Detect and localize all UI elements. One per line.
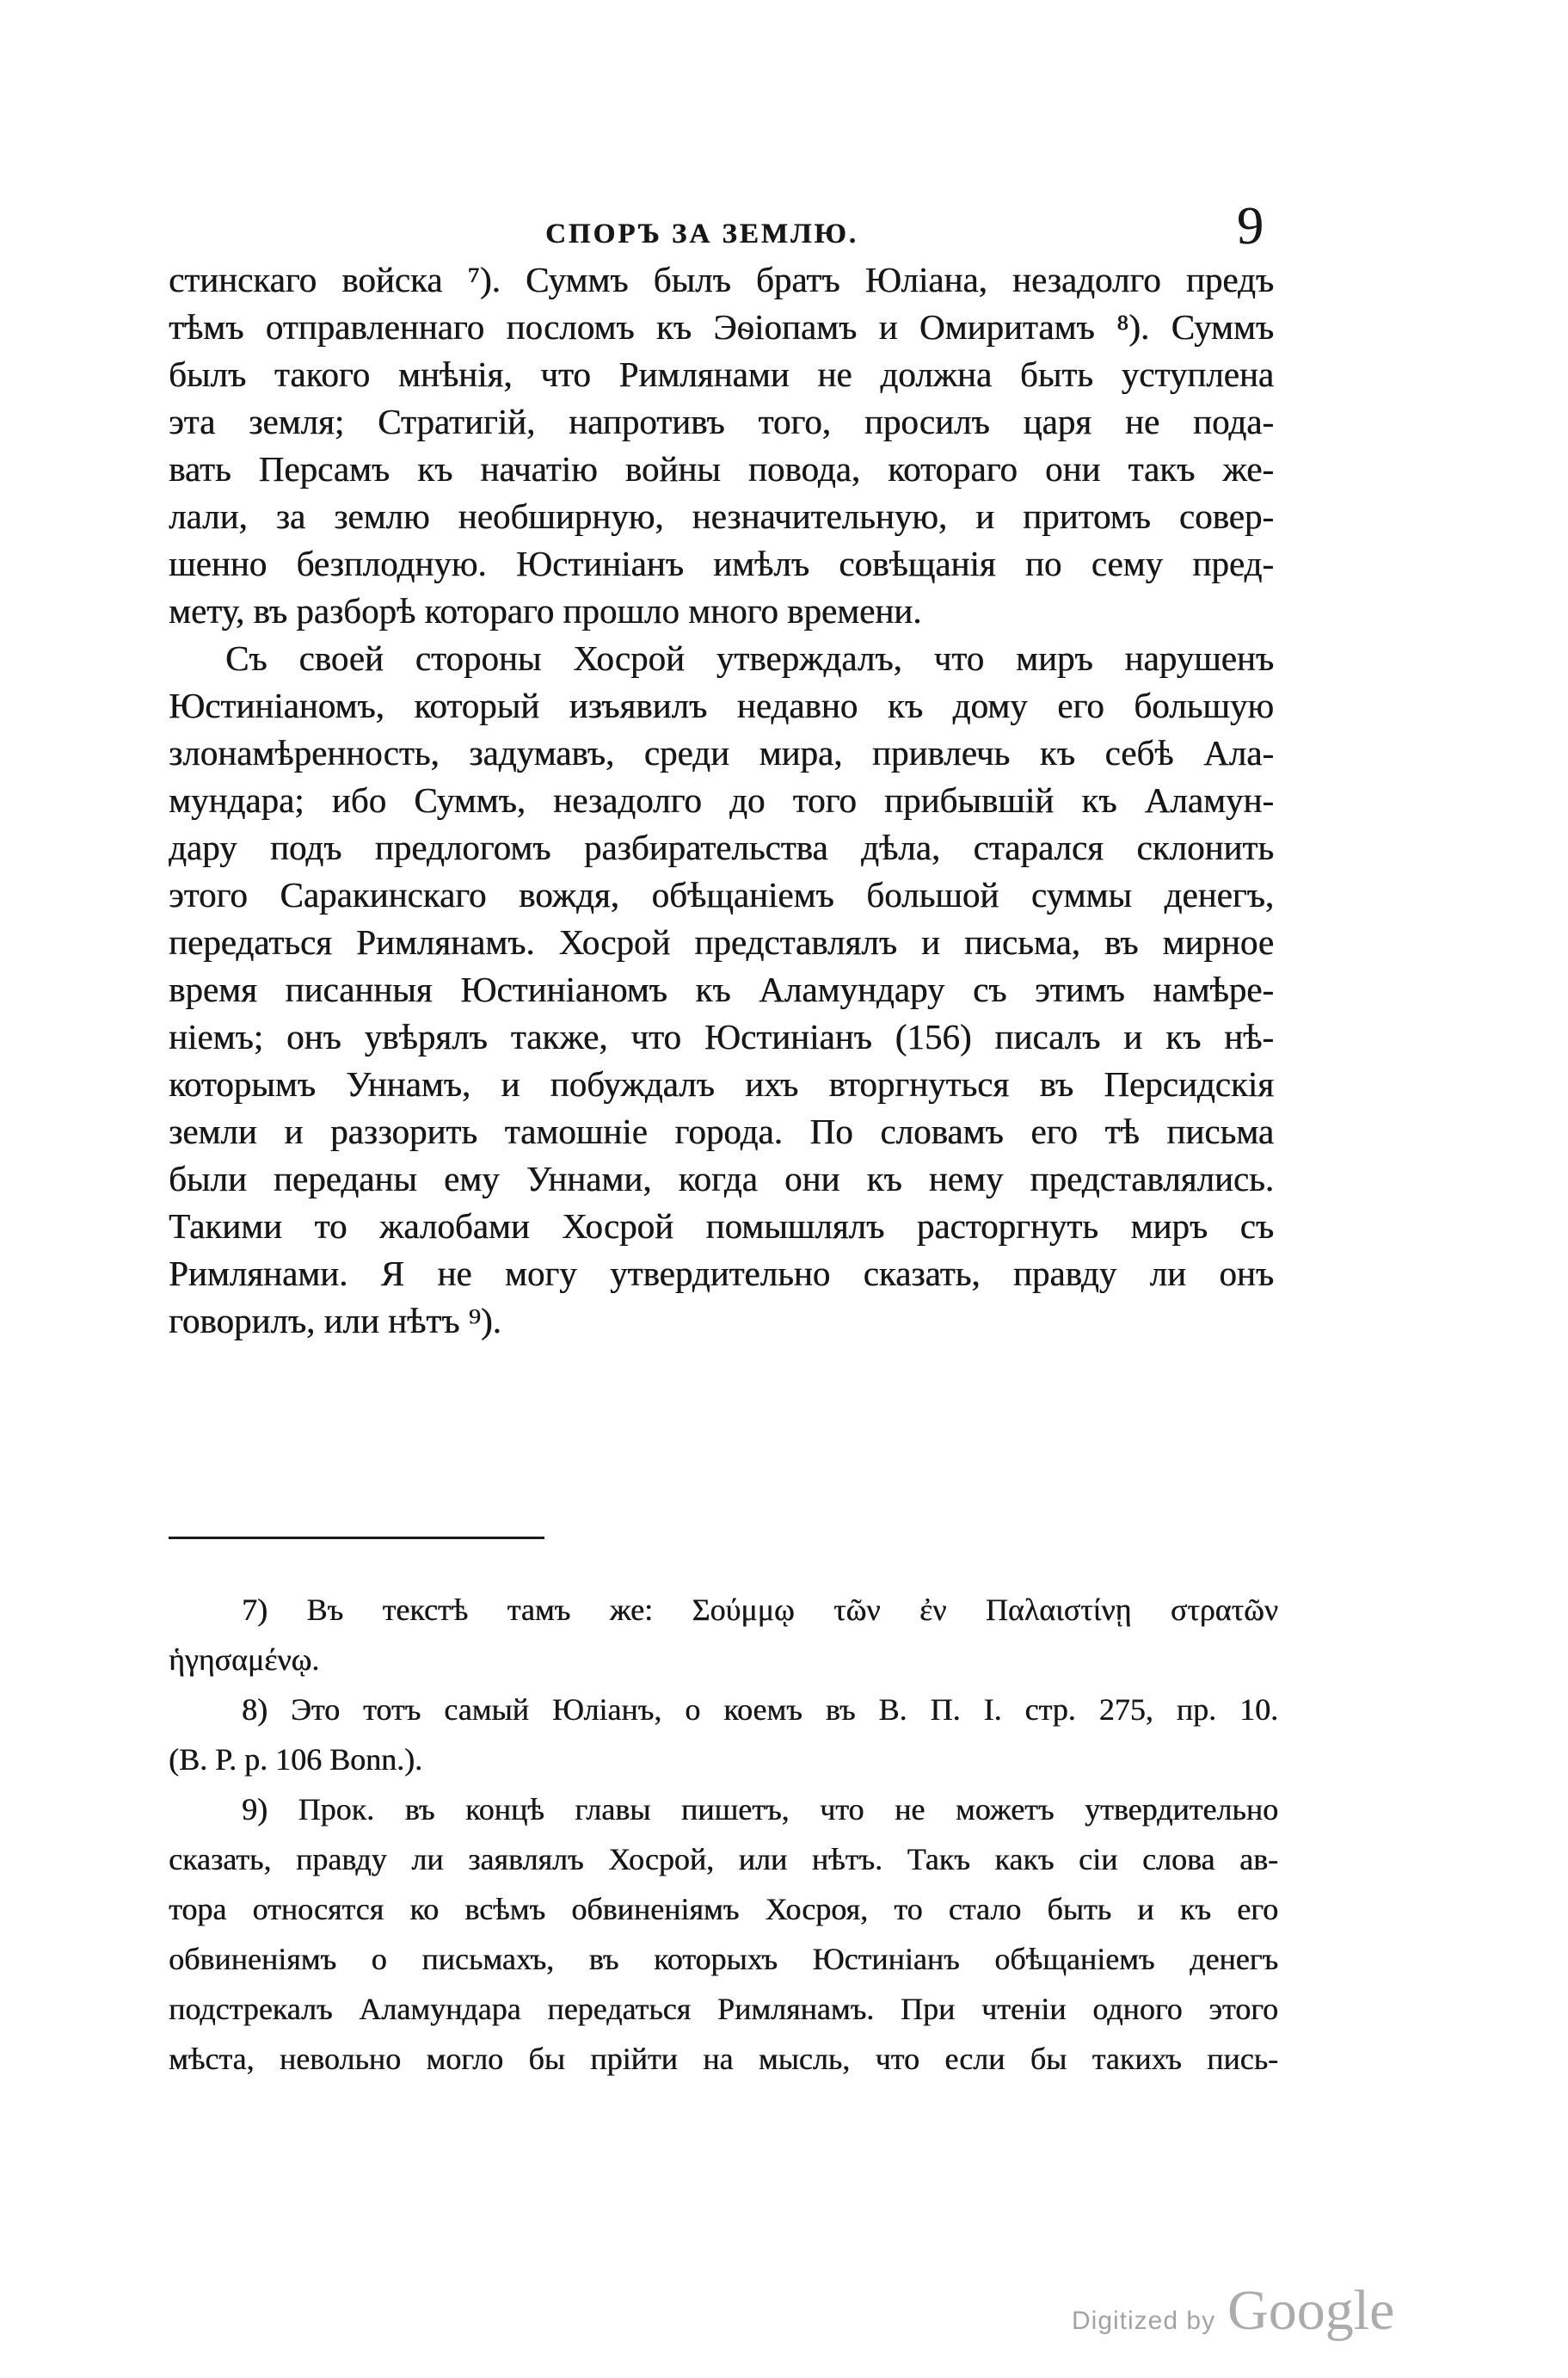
main-text	[169, 256, 1274, 1345]
text-line: Римлянами. Я не могу утвердительно сказать, правду ли онъ	[169, 1254, 1274, 1293]
text-line: ніемъ; онъ увѣрялъ также, что Юстиніанъ (156) писалъ и къ нѣ-	[169, 1017, 1274, 1057]
paragraph	[169, 1784, 1278, 2084]
text-line: 7) Въ текстѣ тамъ же: Σούμμῳ τῶν ἐν Παλαιστίνῃ στρατῶν	[242, 1593, 1278, 1627]
page-number: 9	[1237, 197, 1264, 256]
running-title: СПОРЪ ЗА ЗЕМЛЮ.	[545, 219, 858, 250]
text-line: злонамѣренность, задумавъ, среди мира, привлечь къ себѣ Ала-	[169, 733, 1274, 773]
google-logo: Google	[1227, 2279, 1395, 2342]
text-line: обвиненіямъ о письмахъ, въ которыхъ Юстиніанъ обѣщаніемъ денегъ	[169, 1942, 1278, 1976]
text-line: эта земля; Стратигій, напротивъ того, просилъ царя не пода-	[169, 402, 1274, 441]
text-line: тѣмъ отправленнаго посломъ къ Эѳіопамъ и Омиритамъ ⁸). Суммъ	[169, 307, 1274, 347]
text-line: ἡγησαμένῳ.	[169, 1642, 320, 1677]
text-line: (B. P. p. 106 Bonn.).	[169, 1742, 423, 1777]
text-line: были переданы ему Уннами, когда они къ нему представлялись.	[169, 1159, 1274, 1198]
text-line: Такими то жалобами Хосрой помышлялъ расторгнуть миръ съ	[169, 1206, 1274, 1246]
paragraph	[169, 1685, 1278, 1784]
text-line: лали, за землю необширную, незначительную, и притомъ совер-	[169, 496, 1274, 536]
text-line: Съ своей стороны Хосрой утверждалъ, что миръ нарушенъ	[225, 638, 1274, 678]
text-line: которымъ Уннамъ, и побуждалъ ихъ вторгнуться въ Персидскія	[169, 1064, 1274, 1104]
text-line: Юстиніаномъ, который изъявилъ недавно къ дому его большую	[169, 686, 1274, 725]
watermark-prefix: Digitized by	[1072, 2307, 1216, 2335]
text-line: стинскаго войска ⁷). Суммъ былъ братъ Юліана, незадолго предъ	[169, 260, 1274, 299]
footnote-separator-rule	[169, 1537, 544, 1539]
text-line: мѣста, невольно могло бы прійти на мысль, что если бы такихъ пись-	[169, 2042, 1278, 2076]
paragraph	[169, 256, 1274, 635]
text-line: сказать, правду ли заявлялъ Хосрой, или нѣтъ. Такъ какъ сіи слова ав-	[169, 1842, 1278, 1876]
text-line: говорилъ, или нѣтъ ⁹).	[169, 1301, 501, 1340]
footnotes	[169, 1585, 1278, 2084]
text-line: мету, въ разборѣ котораго прошло много времени.	[169, 591, 922, 631]
paragraph	[169, 635, 1274, 1345]
text-line: передаться Римлянамъ. Хосрой представлялъ и письма, въ мирное	[169, 922, 1274, 962]
paragraph	[169, 1585, 1278, 1685]
text-line: земли и раззорить тамошніе города. По словамъ его тѣ письма	[169, 1112, 1274, 1151]
text-line: шенно безплодную. Юстиніанъ имѣлъ совѣщанія по сему пред-	[169, 544, 1274, 583]
digitized-watermark	[1072, 2278, 1394, 2344]
text-line: этого Саракинскаго вождя, обѣщаніемъ большой суммы денегъ,	[169, 875, 1274, 915]
text-line: 8) Это тотъ самый Юліанъ, о коемъ въ В. П. I. стр. 275, пр. 10.	[242, 1692, 1278, 1727]
text-line: былъ такого мнѣнія, что Римлянами не должна быть уступлена	[169, 354, 1274, 394]
text-line: тора относятся ко всѣмъ обвиненіямъ Хосроя, то стало быть и къ его	[169, 1892, 1278, 1926]
text-line: мундара; ибо Суммъ, незадолго до того прибывшій къ Аламун-	[169, 780, 1274, 820]
text-line: подстрекалъ Аламундара передаться Римлянамъ. При чтеніи одного этого	[169, 1992, 1278, 2026]
text-line: вать Персамъ къ начатію войны повода, котораго они такъ же-	[169, 449, 1274, 489]
text-line: время писанныя Юстиніаномъ къ Аламундару съ этимъ намѣре-	[169, 970, 1274, 1009]
text-line: 9) Прок. въ концѣ главы пишетъ, что не можетъ утвердительно	[242, 1792, 1278, 1827]
text-line: дару подъ предлогомъ разбирательства дѣла, старался склонить	[169, 828, 1274, 867]
